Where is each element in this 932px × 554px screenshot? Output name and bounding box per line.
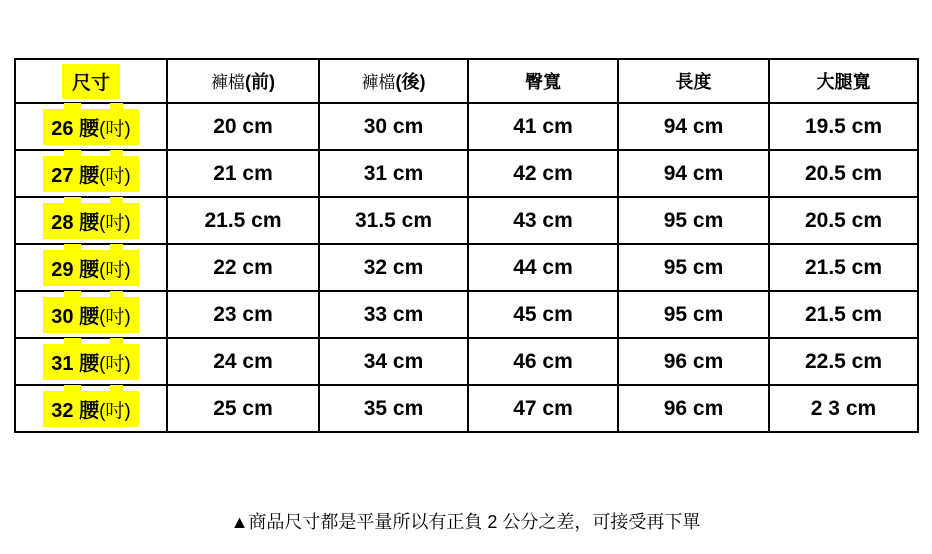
size-label: 32 腰 — [51, 399, 100, 422]
size-label: 27 腰 — [51, 164, 100, 187]
table-row — [15, 291, 918, 338]
table-row — [15, 385, 918, 432]
value-cell: 35 cm — [319, 385, 468, 432]
size-unit: (吋) — [99, 306, 131, 328]
value-cell: 96 cm — [618, 385, 769, 432]
size-cell — [15, 103, 167, 150]
value-cell: 21.5 cm — [769, 291, 918, 338]
value-cell: 22 cm — [167, 244, 319, 291]
value-cell: 25 cm — [167, 385, 319, 432]
header-cell-hip-width — [468, 59, 618, 103]
value-cell: 41 cm — [468, 103, 618, 150]
value-cell: 95 cm — [618, 244, 769, 291]
value-cell: 96 cm — [618, 338, 769, 385]
size-unit: (吋) — [99, 118, 131, 140]
table-row — [15, 103, 918, 150]
value-cell: 94 cm — [618, 150, 769, 197]
size-header-highlight — [62, 64, 120, 99]
size-cell — [15, 197, 167, 244]
size-highlight — [43, 344, 138, 380]
size-cell — [15, 291, 167, 338]
value-cell: 23 cm — [167, 291, 319, 338]
value-cell: 19.5 cm — [769, 103, 918, 150]
header-row — [15, 59, 918, 103]
header-cell-crotch-front — [167, 59, 319, 103]
size-highlight — [43, 203, 138, 239]
size-chart-table — [14, 58, 919, 433]
value-cell: 21.5 cm — [769, 244, 918, 291]
header-label-suffix: (後) — [395, 72, 426, 92]
header-cell-crotch-back — [319, 59, 468, 103]
value-cell: 2 3 cm — [769, 385, 918, 432]
size-label: 31 腰 — [51, 352, 100, 375]
size-highlight — [43, 156, 138, 192]
header-label: 褲檔 — [211, 73, 245, 92]
size-label: 29 腰 — [51, 258, 100, 281]
header-cell-thigh-width — [769, 59, 918, 103]
size-cell — [15, 244, 167, 291]
header-label: 褲檔 — [361, 73, 396, 92]
size-label: 28 腰 — [51, 211, 100, 234]
header-label: 長度 — [675, 72, 712, 92]
value-cell: 21.5 cm — [167, 197, 319, 244]
value-cell: 21 cm — [167, 150, 319, 197]
size-cell — [15, 385, 167, 432]
value-cell: 47 cm — [468, 385, 618, 432]
value-cell: 30 cm — [319, 103, 468, 150]
value-cell: 32 cm — [319, 244, 468, 291]
value-cell: 95 cm — [618, 291, 769, 338]
value-cell: 24 cm — [167, 338, 319, 385]
value-cell: 42 cm — [468, 150, 618, 197]
table-row — [15, 150, 918, 197]
header-label-suffix: (前) — [245, 72, 275, 92]
header-label: 尺寸 — [71, 72, 110, 94]
value-cell: 20 cm — [167, 103, 319, 150]
value-cell: 34 cm — [319, 338, 468, 385]
value-cell: 95 cm — [618, 197, 769, 244]
size-unit: (吋) — [99, 400, 131, 422]
value-cell: 20.5 cm — [769, 150, 918, 197]
size-unit: (吋) — [99, 212, 131, 234]
value-cell: 44 cm — [468, 244, 618, 291]
size-label: 30 腰 — [51, 305, 100, 328]
value-cell: 31 cm — [319, 150, 468, 197]
value-cell: 45 cm — [468, 291, 618, 338]
size-highlight — [43, 297, 138, 333]
size-label: 26 腰 — [51, 117, 100, 140]
size-highlight — [43, 109, 138, 145]
value-cell: 31.5 cm — [319, 197, 468, 244]
size-cell — [15, 338, 167, 385]
value-cell: 22.5 cm — [769, 338, 918, 385]
size-cell — [15, 150, 167, 197]
size-unit: (吋) — [99, 259, 131, 281]
size-highlight — [43, 250, 138, 286]
table-row — [15, 197, 918, 244]
value-cell: 33 cm — [319, 291, 468, 338]
value-cell: 20.5 cm — [769, 197, 918, 244]
measurement-tolerance-note: ▲商品尺寸都是平量所以有正負 2 公分之差，可接受再下單 — [230, 512, 701, 532]
table-row — [15, 244, 918, 291]
size-highlight — [43, 391, 138, 427]
header-cell-length — [618, 59, 769, 103]
size-unit: (吋) — [99, 353, 131, 375]
value-cell: 46 cm — [468, 338, 618, 385]
table-row — [15, 338, 918, 385]
value-cell: 94 cm — [618, 103, 769, 150]
header-cell-size — [15, 59, 167, 103]
value-cell: 43 cm — [468, 197, 618, 244]
header-label: 大腿寬 — [816, 72, 871, 92]
header-label: 臀寬 — [525, 72, 561, 92]
size-unit: (吋) — [99, 165, 131, 187]
